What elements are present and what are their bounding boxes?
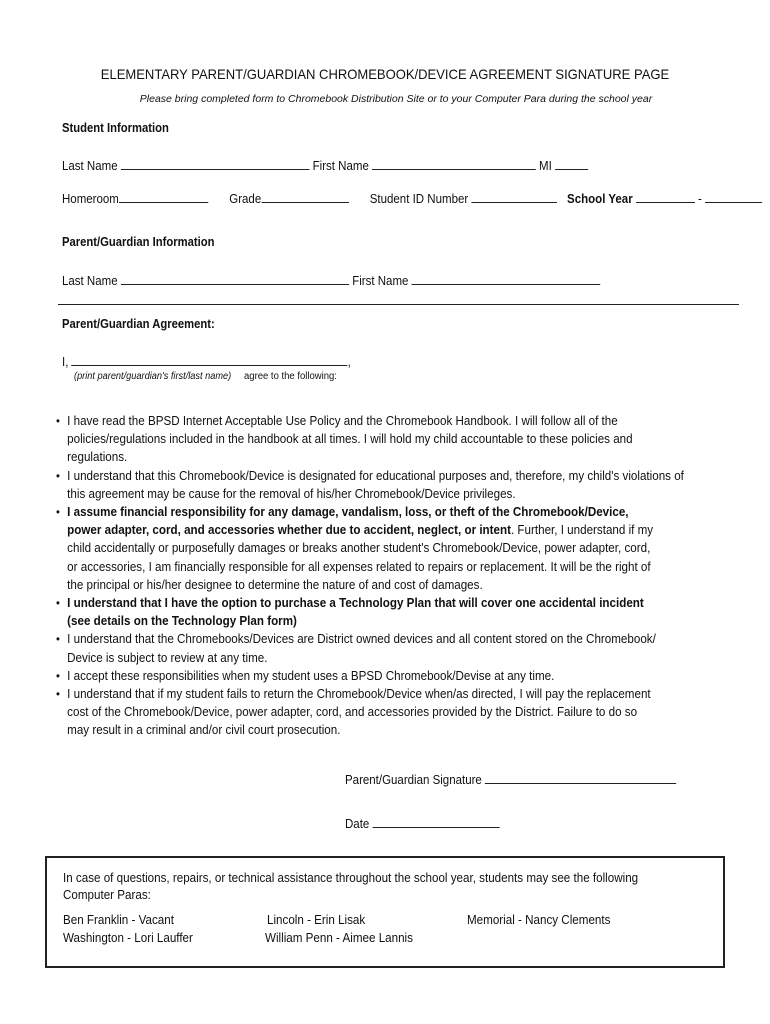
date-row — [345, 816, 499, 831]
signature-label: Parent/Guardian Signature — [345, 773, 482, 787]
signature-row — [345, 772, 676, 787]
student-last-name-label: Last Name — [62, 159, 118, 173]
student-first-name-field[interactable] — [372, 158, 536, 170]
parent-last-name-field[interactable] — [121, 273, 349, 285]
grade-label: Grade — [229, 192, 262, 206]
date-label: Date — [345, 817, 370, 831]
agreement-item: • I understand that this Chromebook/Device is designated for educational purposes and, therefore, my child's violations of this agreement may be cause for the removal of his/her Chromebook/Device privileges. — [56, 468, 684, 501]
parent-info-heading: Parent/Guardian Information — [62, 235, 215, 249]
student-details-row — [62, 191, 762, 206]
agreement-name-field[interactable] — [72, 354, 348, 366]
student-info-heading: Student Information — [62, 121, 169, 135]
contact-intro-line-2: Computer Paras: — [63, 888, 151, 902]
contact-intro-line-1: In case of questions, repairs, or technical assistance throughout the school year, students may see the following — [63, 871, 639, 885]
school-year-separator: - — [697, 192, 702, 206]
agree-text: agree to the following: — [244, 371, 337, 382]
agreement-item: • I understand that if my student fails to return the Chromebook/Device when/as directed, I will pay the replacement cost of the Chromebook/Device, power adapter, cord, and accessories provided by the District. Failure to do so may result in a criminal and/or civil court prosecution. — [56, 687, 651, 738]
parent-name-row — [62, 273, 600, 288]
para-ben-franklin: Ben Franklin - Vacant — [63, 913, 174, 927]
page-subtitle: Please bring completed form to Chromebook Distribution Site or to your Computer Para during the school year — [139, 93, 653, 105]
student-mi-label: MI — [539, 159, 552, 173]
section-divider — [58, 304, 739, 305]
agreement-item: • I understand that the Chromebooks/Devices are District owned devices and all content stored on the Chromebook/ Device is subject to review at any time. — [56, 632, 656, 665]
student-first-name-label: First Name — [312, 159, 369, 173]
print-name-hint: (print parent/guardian's first/last name) — [74, 371, 232, 382]
para-memorial: Memorial - Nancy Clements — [467, 913, 611, 927]
parent-first-name-label: First Name — [352, 274, 409, 288]
agreement-heading: Parent/Guardian Agreement: — [62, 317, 215, 331]
student-id-field[interactable] — [471, 191, 557, 203]
student-mi-field[interactable] — [555, 158, 588, 170]
agreement-i-prefix: I, — [62, 355, 69, 369]
signature-field[interactable] — [485, 772, 676, 784]
date-field[interactable] — [372, 816, 499, 828]
student-id-label: Student ID Number — [369, 192, 469, 206]
page-title: ELEMENTARY PARENT/GUARDIAN CHROMEBOOK/DEVICE AGREEMENT SIGNATURE PAGE — [100, 66, 670, 82]
agreement-item: • I understand that I have the option to purchase a Technology Plan that will cover one accidental incident (see details on the Technology Plan form) — [56, 596, 644, 629]
agreement-item: • I have read the BPSD Internet Acceptable Use Policy and the Chromebook Handbook. I will follow all of the policies/regulations included in the handbook at all times. I will hold my child accountable to these policies and regulations. — [56, 414, 633, 465]
school-year-end-field[interactable] — [705, 191, 762, 203]
para-william-penn: William Penn - Aimee Lannis — [265, 931, 413, 945]
school-year-label: School Year — [567, 192, 633, 206]
agreement-i-suffix: , — [347, 355, 351, 369]
grade-field[interactable] — [261, 191, 348, 203]
agreement-item: • I assume financial responsibility for any damage, vandalism, loss, or theft of the Chromebook/Device, power adapter, cord, and accessories whether due to accident, neglect, or intent. Further, I understand if my child accidentally or purposefully damages or breaks another student's Chromebook/Device, power adapter, cord, or accessories, I am financially responsible for all expenses related to repairs or replacement. It will be the right of the principal or his/her designee to determine the nature of and cost of damages. — [56, 505, 654, 592]
parent-last-name-label: Last Name — [62, 274, 118, 288]
parent-first-name-field[interactable] — [412, 273, 601, 285]
computer-paras-box — [45, 856, 725, 968]
para-lincoln: Lincoln - Erin Lisak — [267, 913, 366, 927]
agreement-item: • I accept these responsibilities when my student uses a BPSD Chromebook/Devise at any time. — [56, 668, 555, 683]
homeroom-field[interactable] — [119, 191, 208, 203]
student-name-row — [62, 158, 588, 173]
student-last-name-field[interactable] — [121, 158, 310, 170]
agreement-list — [56, 412, 746, 740]
school-year-start-field[interactable] — [636, 191, 695, 203]
homeroom-label: Homeroom — [62, 192, 119, 206]
para-washington: Washington - Lori Lauffer — [63, 931, 193, 945]
agreement-name-row — [62, 354, 351, 369]
